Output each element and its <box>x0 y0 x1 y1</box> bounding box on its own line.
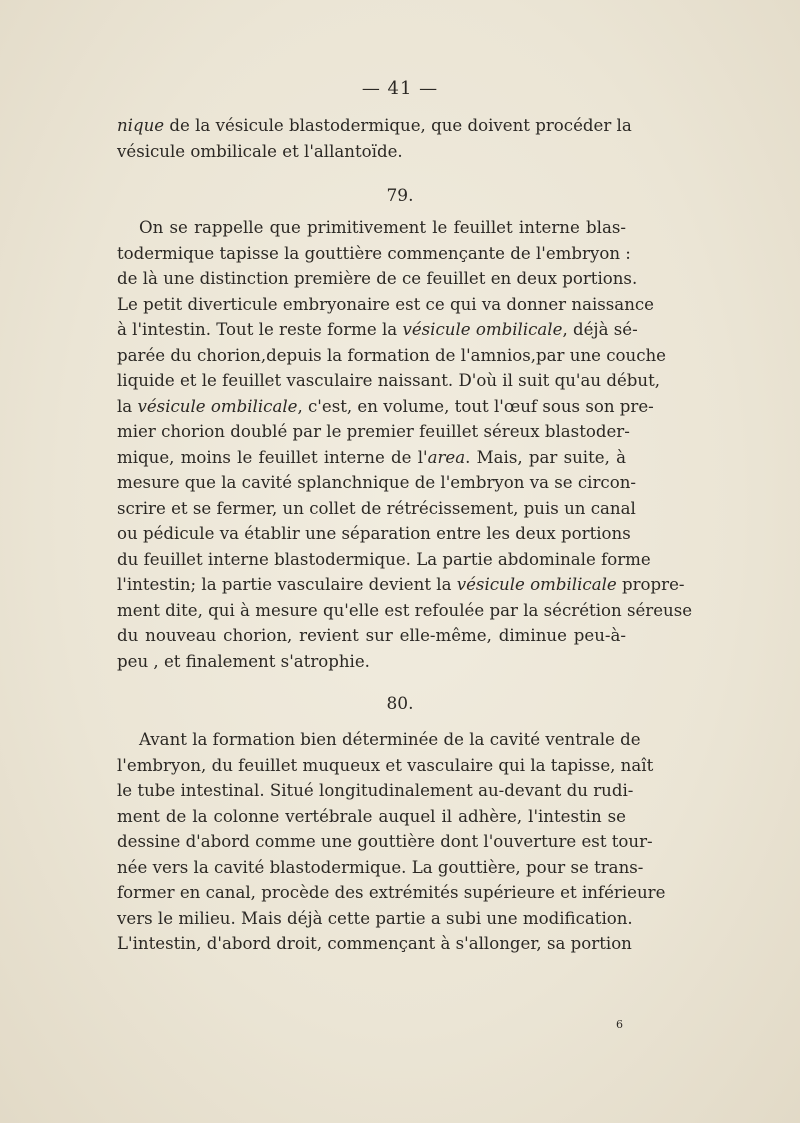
italic-phrase: area <box>427 447 466 467</box>
text-line: Le petit diverticule embryonaire est ce qui va donner naissance <box>117 294 655 314</box>
text-line: peu , et finalement s'atrophie. <box>117 651 370 671</box>
text-line: ment de la colonne vertébrale auquel il adhère, l'intestin se <box>117 806 626 826</box>
text-line: du nouveau chorion, revient sur elle-même, diminue peu-à- <box>117 626 626 645</box>
text-line: mesure que la cavité splanchnique de l'embryon va se circon- <box>117 473 636 492</box>
text-line: ou pédicule va établir une séparation entre les deux portions <box>117 524 631 543</box>
page-number: — 41 — <box>361 78 439 99</box>
text-line: dessine d'abord comme une gouttière dont l'ouverture est tour- <box>117 832 653 851</box>
text-line: née vers la cavité blastodermique. La gouttière, pour se trans- <box>117 857 644 877</box>
text-line <box>117 113 632 139</box>
section-heading-79: 79. <box>386 186 414 206</box>
text-line: todermique tapisse la gouttière commençante de l'embryon : <box>117 243 631 263</box>
text-line: former en canal, procède des extrémités supérieure et inférieure <box>117 883 666 902</box>
text-line: vésicule ombilicale et l'allantoïde. <box>117 141 403 161</box>
signature-mark: 6 <box>616 1018 623 1031</box>
text-line: mique, moins le feuillet interne de l'area. Mais, par suite, à <box>117 447 627 467</box>
text-line: parée du chorion,depuis la formation de l'amnios,par une couche <box>117 345 667 365</box>
text-line: L'intestin, d'abord droit, commençant à s'allonger, sa portion <box>117 934 632 953</box>
section-heading-80: 80. <box>386 694 414 714</box>
text-line: le tube intestinal. Situé longitudinalement au-devant du rudi- <box>117 781 634 800</box>
text-line-rest: de la vésicule blastodermique, que doivent procéder la <box>164 116 632 135</box>
italic-phrase: vésicule ombilicale <box>456 575 617 594</box>
text-line: scrire et se fermer, un collet de rétrécissement, puis un canal <box>117 498 636 518</box>
text-line: de là une distinction première de ce feuillet en deux portions. <box>117 269 638 288</box>
text-line: la vésicule ombilicale, c'est, en volume, tout l'œuf sous son pre- <box>117 396 654 416</box>
intro-paragraph <box>117 113 632 164</box>
italic-word: nique <box>117 116 165 135</box>
text-line: mier chorion doublé par le premier feuillet séreux blastoder- <box>117 422 630 441</box>
text-line: Avant la formation bien déterminée de la cavité ventrale de <box>139 730 641 749</box>
text-line: l'embryon, du feuillet muqueux et vasculaire qui la tapisse, naît <box>117 755 654 775</box>
text-line: liquide et le feuillet vasculaire naissant. D'où il suit qu'au début, <box>117 371 661 390</box>
italic-phrase: vésicule ombilicale <box>402 320 563 339</box>
text-line: du feuillet interne blastodermique. La partie abdominale forme <box>117 549 651 569</box>
text-line: vers le milieu. Mais déjà cette partie a subi une modification. <box>117 908 633 928</box>
italic-phrase: vésicule ombilicale <box>137 396 298 416</box>
text-line: On se rappelle que primitivement le feuillet interne blas- <box>139 218 626 237</box>
text-line: ment dite, qui à mesure qu'elle est refoulée par la sécrétion séreuse <box>117 600 693 620</box>
section-79-paragraph <box>117 215 693 674</box>
text-line: à l'intestin. Tout le reste forme la vésicule ombilicale, déjà sé- <box>117 320 638 339</box>
section-80-paragraph <box>117 727 666 957</box>
text-line: l'intestin; la partie vasculaire devient la vésicule ombilicale propre- <box>117 575 685 594</box>
